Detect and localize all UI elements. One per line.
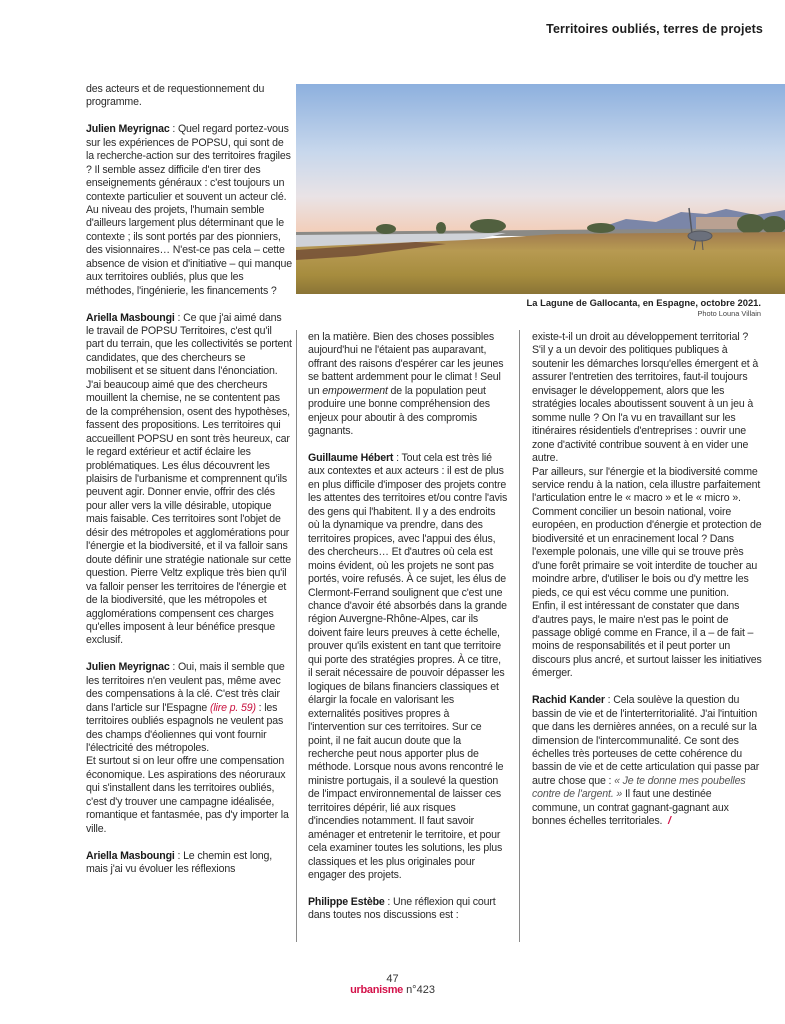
issue-number: n°423 <box>406 984 435 996</box>
paragraph <box>86 312 292 648</box>
page-reference-link[interactable]: (lire p. 59) <box>209 701 256 714</box>
paragraph-text: : les territoires oubliés espagnols ne veulent pas des champs d'éoliennes qui vont fournir l'électricité des métropoles. <box>86 701 284 755</box>
paragraph <box>86 123 292 204</box>
article-column-3 <box>532 331 762 842</box>
column-divider <box>519 330 520 942</box>
paragraph <box>86 661 292 755</box>
paragraph-text: Et surtout si on leur offre une compensation économique. Les aspirations des néoruraux qui s'installent dans les territoires oubliés, c'est d'y trouver une campagne idéalisée, romantique et fantasmée, pas d'y importer la ville. <box>86 755 289 835</box>
speaker-name: Julien Meyrignac <box>86 661 170 674</box>
sky <box>296 84 785 234</box>
paragraph <box>532 331 762 466</box>
article-end-mark-icon: / <box>667 815 671 828</box>
paragraph-text: : Ce que j'ai aimé dans le travail de POPSU Territoires, c'est qu'il part du terrain, que les collectivités se portent candidates, que des chercheurs se mobilisent et se situent dans l'énonciation. J'ai beaucoup aimé que des chercheurs mouillent la chemise, ne se contentent pas de la compréhension, osent des hypothèses, fassent des propositions. Les territoires qui accueillent POPSU en sont très heureux, car le regard extérieur et actif éclaire les problématiques. Les élus découvrent les plaisirs de l'urbanisme et comprennent qu'ils peuvent agir. Donner envie, offrir des clés pour aller vers la ville désirable, utopique mais faisable. Ces territoires sont l'objet de désir des métropoles et agglomérations pour l'énergie et la biodiversité, et il va falloir sans doute définir une stratégie nationale sur cette question. Pierre Veltz explique très bien qu'il va falloir penser les territoires de l'énergie et de la biodiversité, que les métropoles et agglomérations compensent ces charges qu'elles imposent à leur bénéfice presque exclusif. <box>86 311 292 647</box>
paragraph <box>86 850 292 877</box>
paragraph-text: : Oui, mais il semble que les territoires n'en veulent pas, même avec des compensations à la clé. C'est très clair dans l'article sur l'Espagne <box>86 661 285 714</box>
magazine-logo: urbanisme <box>350 984 403 996</box>
paragraph <box>308 331 508 439</box>
quote-text: « Je te donne mes poubelles contre de l'argent. » <box>532 774 746 801</box>
article-column-1 <box>86 83 292 890</box>
paragraph <box>308 896 508 923</box>
paragraph-text: Au niveau des projets, l'humain semble d'ailleurs largement plus déterminant que le contexte ; ils sont portés par des pionniers, des visionnaires… N'est-ce pas cela – cette absence de vision et d'initiative – qui manque aux territoires oubliés, plus que les méthodes, l'ingénierie, les financements ? <box>86 204 292 297</box>
paragraph <box>308 452 508 883</box>
photo-caption <box>527 297 761 318</box>
paragraph <box>532 600 762 681</box>
column-divider <box>296 330 297 942</box>
speaker-name: Rachid Kander <box>532 694 605 707</box>
speaker-name: Julien Meyrignac <box>86 123 170 136</box>
running-header-title: Territoires oubliés, terres de projets <box>546 22 763 36</box>
paragraph <box>86 204 292 298</box>
paragraph-text: Il faut une destinée commune, un contrat gagnant-gagnant aux bonnes échelles territoriales. <box>532 788 729 828</box>
speaker-name: Ariella Masboungi <box>86 311 175 324</box>
speaker-name: Ariella Masboungi <box>86 849 175 862</box>
article-column-2 <box>308 331 508 936</box>
paragraph-text: Enfin, il est intéressant de constater que dans d'autres pays, le maire n'est pas le point de passage obligé comme en France, il a – de fait – moins de responsabilités et il peut porter un discours plus ancré, et surtout laisser les initiatives émerger. <box>532 600 762 680</box>
landscape-photo <box>296 84 785 294</box>
paragraph <box>532 694 762 829</box>
page-footer <box>0 973 785 996</box>
paragraph-text: : Cela soulève la question du bassin de vie et de l'interterritorialité. J'ai l'intuition que dans les dernières années, on a reculé sur la dimension de l'intercommunalité. Ce sont des échelles très porteuses de cette cohérence du bassin de vie et de cette articulation qui passe par autre chose que : <box>532 694 760 787</box>
paragraph <box>86 755 292 836</box>
lagoon-photo-illustration <box>296 84 785 294</box>
paragraph-text: existe-t-il un droit au développement territorial ? S'il y a un devoir des politiques publiques à soutenir les démarches lorsqu'elles émergent et à assurer l'entretien des territoires, faut-il toujours envisager le développement, alors que les stratégies locales aboutissent souvent à un jeu à somme nulle ? On l'a vu en travaillant sur les itinéraires résidentiels d'entreprises : ouvrir une zone d'activité contribue souvent à en vider une autre. <box>532 331 759 465</box>
paragraph-text: : Le chemin est long, mais j'ai vu évoluer les réflexions <box>86 849 273 876</box>
paragraph <box>86 83 292 110</box>
paragraph <box>532 466 762 601</box>
photo-credit: Photo Louna Villain <box>697 309 761 318</box>
speaker-name: Philippe Estèbe <box>308 895 385 908</box>
paragraph-text: : Une réflexion qui court dans toutes nos discussions est : <box>308 895 496 922</box>
magazine-issue <box>0 984 785 996</box>
caption-text: La Lagune de Gallocanta, en Espagne, octobre 2021. <box>526 297 761 308</box>
paragraph-text: en la matière. Bien des choses possibles aujourd'hui ne l'étaient pas auparavant, offrant des raisons d'espérer car les jeunes se battent ardemment pour le climat ! Seul un <box>308 331 504 397</box>
page-number: 47 <box>386 973 399 985</box>
paragraph-text: de la population peut produire une bonne compréhension des enjeux pour aboutir à des compromis gagnants. <box>308 384 490 438</box>
paragraph-text: Par ailleurs, sur l'énergie et la biodiversité comme service rendu à la nation, cela illustre parfaitement l'articulation entre le « macro » et le « micro ». Comment concilier un besoin national, voire européen, en production d'énergie et protection de biodiversité et un enracinement local ? Dans l'exemple polonais, une ville qui se trouve près d'une forêt primaire se voit interdite de toucher au moindre arbre, d'utiliser le bois ou d'y mettre les pieds, ce qui est vécu comme une punition. <box>532 465 762 599</box>
paragraph-text: des acteurs et de requestionnement du programme. <box>86 83 265 109</box>
speaker-name: Guillaume Hébert <box>308 452 394 465</box>
paragraph-text: : Quel regard portez-vous sur les expériences de POPSU, qui sont de la recherche-action sur des territoires fragiles ? Il semble assez difficile d'en tirer des enseignements généraux : c'est toujours un contexte particulier et souvent un acteur clé. <box>86 123 291 203</box>
paragraph-text: : Tout cela est très lié aux contextes et aux acteurs : il est de plus en plus difficile d'imposer des projets contre les attentes des territoires et/ou contre l'avis des gens qui l'habitent. Il y a des endroits où la dynamique va prendre, dans des territoires propices, avec l'appui des élus, des chercheurs… Et d'autres où cela est moins évident, où les projets ne sont pas portés, voire refusés. À ce sujet, les élus de Clermont-Ferrand soulignent que c'est une chance d'avoir été absorbés dans la grande région Auvergne-Rhône-Alpes, car ils doivent faire leurs preuves à cette échelle, prouver qu'ils existent en tant que territoire qui porte des stratégies propres. À ce titre, il serait nécessaire de pouvoir dépasser les logiques de bilans financiers classiques et élargir la focale en valorisant les externalités positives propres à l'intervention sur ces territoires. Sur ce point, il ne fait aucun doute que la recherche peut nous apporter plus de méthode. Lorsque nous avons rencontré le ministre portugais, il a soulevé la question de l'impact environnemental de laisser ces territoires dépérir, lié aux risques d'incendies notamment. Il faut savoir aménager et entretenir le territoire, et pour cela examiner toutes les solutions, les plus classiques et les plus originales pour engager des projets. <box>308 452 508 882</box>
emphasis-text: empowerment <box>322 384 388 397</box>
